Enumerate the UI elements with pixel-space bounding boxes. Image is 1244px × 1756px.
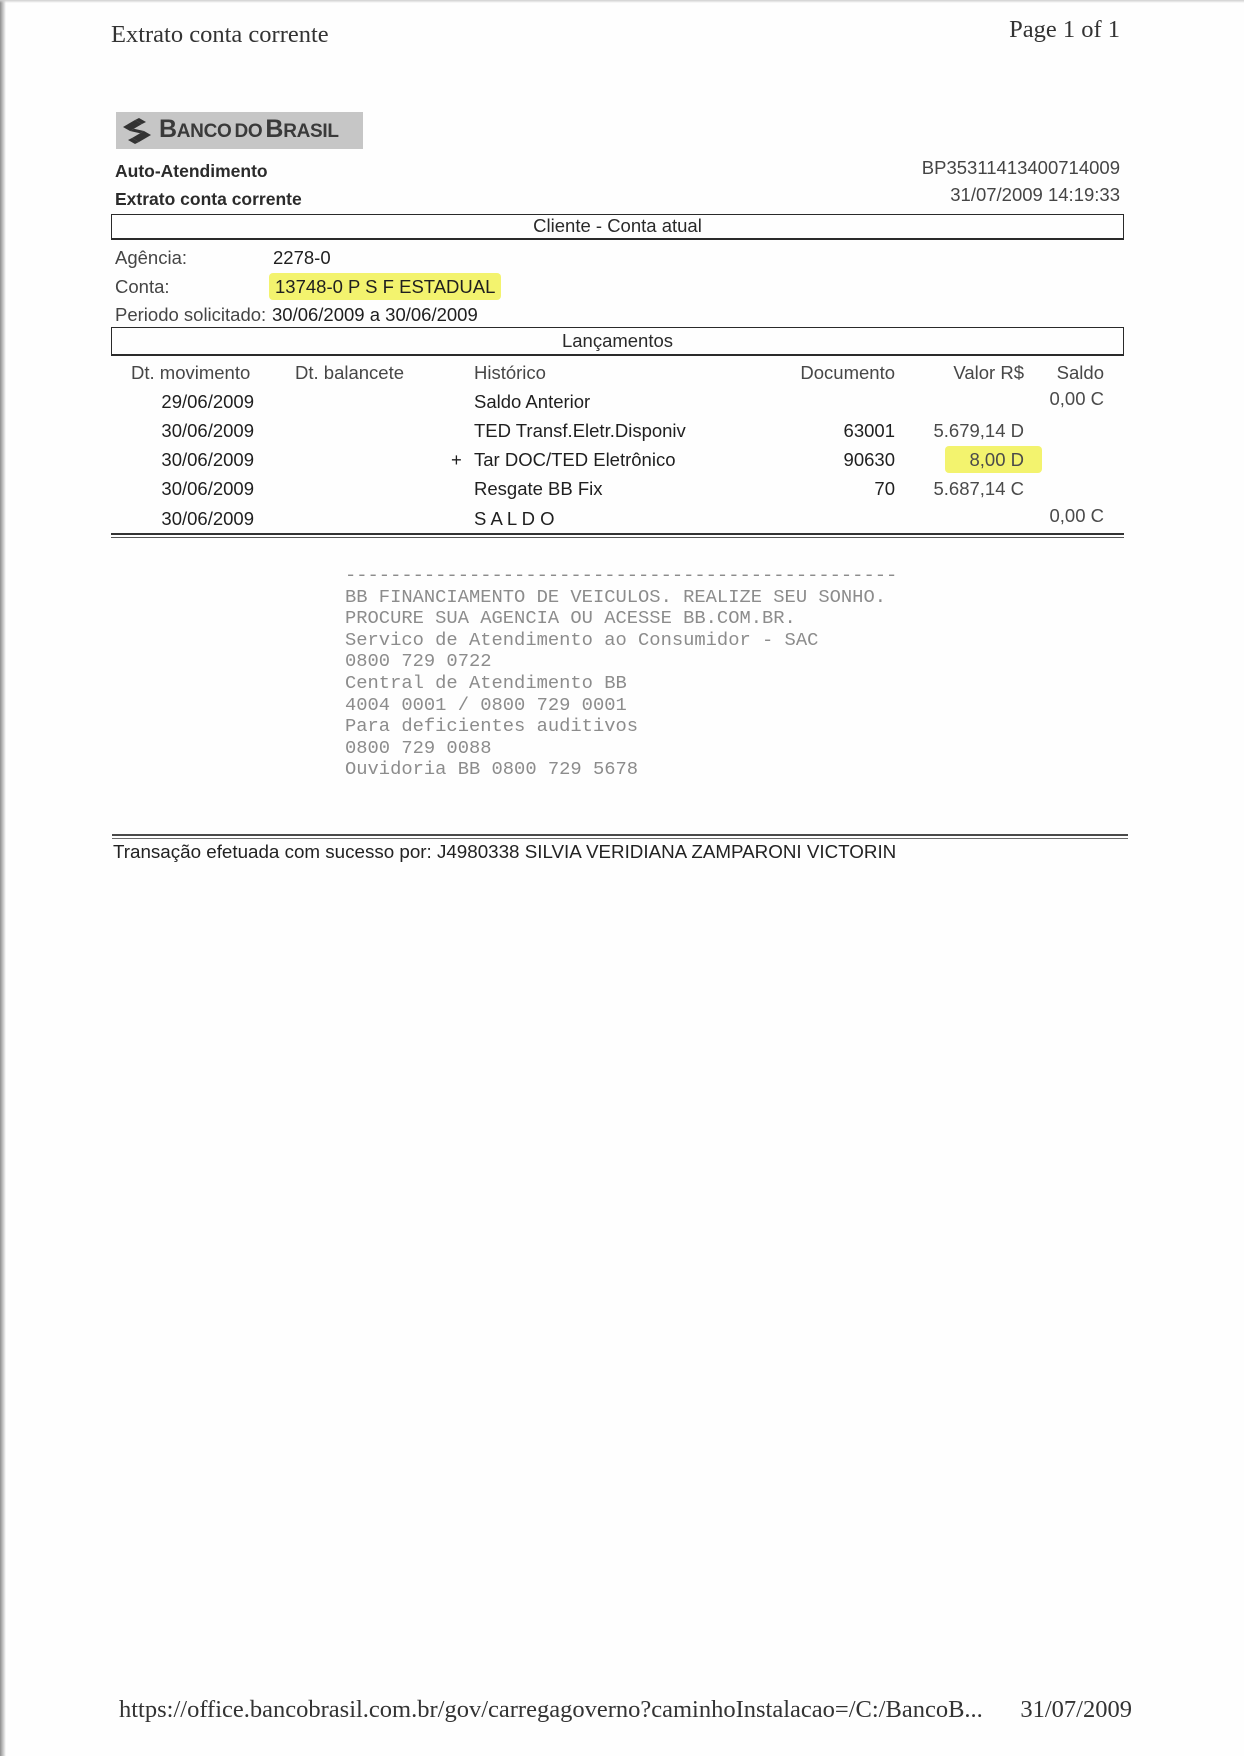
dt-movimento-cell: 30/06/2009 <box>161 420 254 441</box>
historico-cell: TED Transf.Eletr.Disponiv <box>474 420 686 441</box>
valor-value: 5.687,14 C <box>933 478 1024 499</box>
dt-movimento-cell: 29/06/2009 <box>161 391 254 412</box>
table-row <box>0 505 1244 530</box>
print-header-page-number: Page 1 of 1 <box>1009 16 1120 43</box>
table-row <box>0 449 1244 471</box>
column-header-historico: Histórico <box>474 362 546 383</box>
documento-cell: 90630 <box>843 449 895 470</box>
banco-do-brasil-logo <box>116 112 363 149</box>
saldo-cell: 0,00 C <box>1049 388 1104 409</box>
valor-value: 8,00 D <box>945 446 1042 473</box>
documento-cell: 63001 <box>843 420 895 441</box>
historico-cell: Tar DOC/TED Eletrônico <box>474 449 676 470</box>
document-title: Extrato conta corrente <box>115 189 302 209</box>
column-header-dt-movimento: Dt. movimento <box>131 362 251 383</box>
table-row <box>0 388 1244 413</box>
protocol-number: BP35311413400714009 <box>921 157 1120 178</box>
print-footer-date: 31/07/2009 <box>1020 1696 1132 1723</box>
notice-line: PROCURE SUA AGENCIA OU ACESSE BB.COM.BR. <box>345 607 796 630</box>
periodo-value: 30/06/2009 a 30/06/2009 <box>272 304 478 325</box>
print-header-title: Extrato conta corrente <box>111 21 329 48</box>
valor-cell <box>900 478 1024 500</box>
table-bottom-rule <box>111 533 1124 538</box>
client-section-title: Cliente - Conta atual <box>111 214 1124 240</box>
valor-cell <box>900 420 1024 442</box>
notice-line: 0800 729 0722 <box>345 650 492 673</box>
logo-word-do: DO <box>234 121 263 142</box>
notice-separator: ------------------------------------------------- <box>345 564 898 586</box>
column-header-dt-balancete: Dt. balancete <box>295 362 405 383</box>
notice-line: Central de Atendimento BB <box>345 671 627 694</box>
valor-cell <box>900 449 1024 471</box>
notice-line: 0800 729 0088 <box>345 736 492 759</box>
historico-cell: Saldo Anterior <box>474 391 591 412</box>
conta-value: 13748-0 P S F ESTADUAL <box>269 273 501 300</box>
notice-line: Ouvidoria BB 0800 729 5678 <box>345 758 639 781</box>
notice-line: Servico de Atendimento ao Consumidor - SAC <box>345 628 819 651</box>
column-header-saldo: Saldo <box>1056 362 1104 383</box>
notice-line: 4004 0001 / 0800 729 0001 <box>345 693 627 716</box>
agencia-value: 2278-0 <box>273 247 331 268</box>
conta-value-wrapper <box>275 276 501 298</box>
table-row <box>0 478 1244 500</box>
notice-line: BB FINANCIAMENTO DE VEICULOS. REALIZE SEU SONHO. <box>345 585 886 608</box>
valor-value: 5.679,14 D <box>933 420 1024 441</box>
service-name: Auto-Atendimento <box>115 161 268 181</box>
conta-label: Conta: <box>115 276 170 297</box>
dt-movimento-cell: 30/06/2009 <box>161 508 254 529</box>
banco-do-brasil-logo-icon <box>121 117 153 145</box>
dt-movimento-cell: 30/06/2009 <box>161 478 254 499</box>
periodo-label: Periodo solicitado: <box>115 304 267 325</box>
transaction-confirmation: Transação efetuada com sucesso por: J4980338 SILVIA VERIDIANA ZAMPARONI VICTORIN <box>113 841 897 862</box>
transaction-rule <box>112 834 1128 839</box>
historico-cell: Resgate BB Fix <box>474 478 603 499</box>
documento-cell: 70 <box>874 478 895 499</box>
table-row <box>0 420 1244 442</box>
logo-text <box>159 116 342 145</box>
column-header-valor: Valor R$ <box>953 362 1024 383</box>
notice-line: Para deficientes auditivos <box>345 715 639 738</box>
lancamentos-section-title: Lançamentos <box>111 327 1124 356</box>
saldo-cell: 0,00 C <box>1049 505 1104 526</box>
historico-cell: S A L D O <box>474 508 555 529</box>
logo-word-banco: BANCO <box>159 115 232 143</box>
bank-notice <box>345 565 897 781</box>
issue-datetime: 31/07/2009 14:19:33 <box>950 184 1120 205</box>
print-footer-url: https://office.bancobrasil.com.br/gov/carregagoverno?caminhoInstalacao=/C:/BancoB... <box>119 1696 983 1723</box>
logo-word-brasil: BRASIL <box>265 115 339 143</box>
agencia-label: Agência: <box>115 247 187 268</box>
dt-movimento-cell: 30/06/2009 <box>161 449 254 470</box>
column-header-documento: Documento <box>800 362 895 383</box>
row-marker: + <box>451 449 462 470</box>
